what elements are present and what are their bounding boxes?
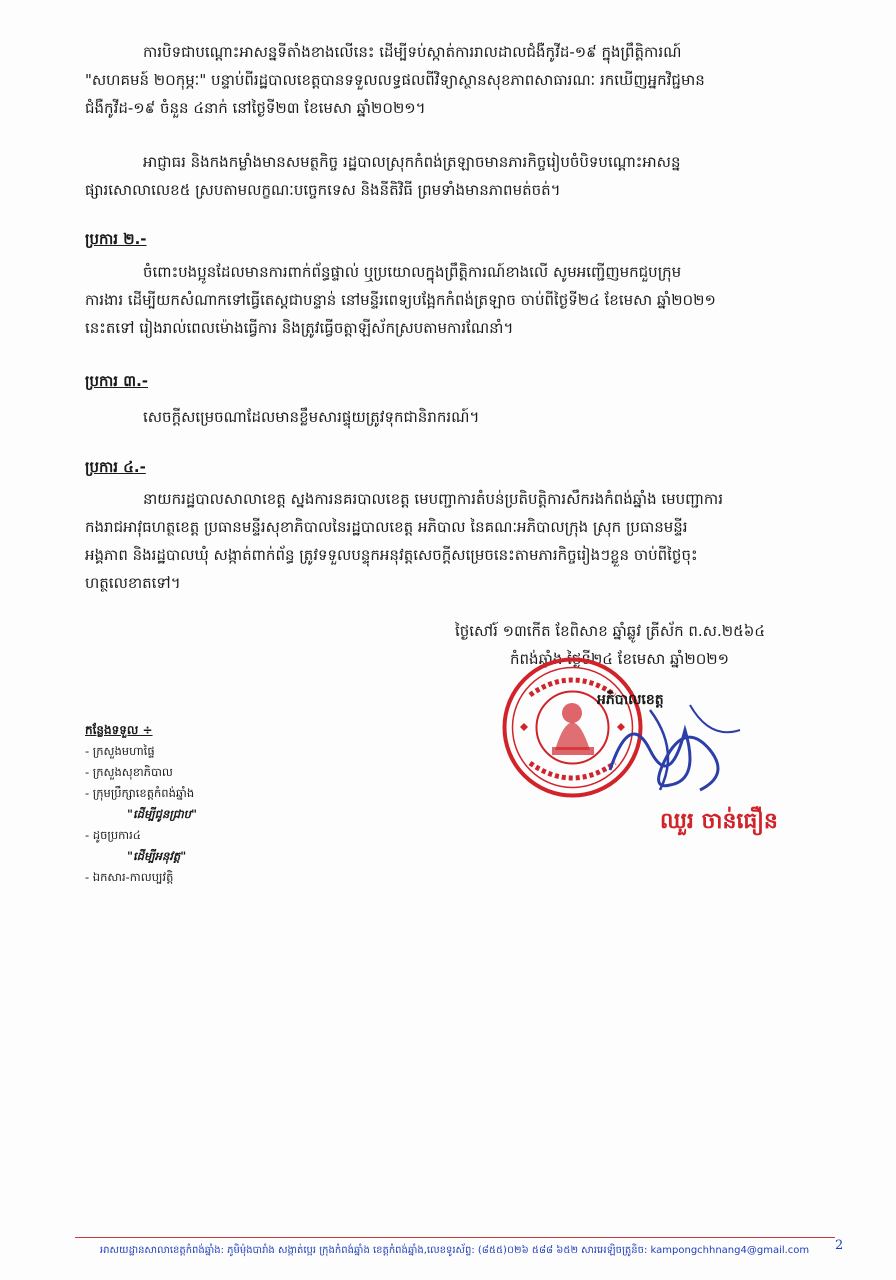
paragraph-5: [85, 485, 815, 597]
signer-name: ឈួរ ចាន់ធឿន: [660, 809, 778, 834]
recipient-item: - ក្រសួងសុខាភិបាល: [85, 765, 173, 779]
article-2-heading: ប្រការ ២.-: [85, 230, 147, 248]
paragraph-2: [85, 148, 815, 204]
signer-title: អភិបាលខេត្ត: [597, 692, 664, 708]
article-4-heading: ប្រការ ៤.-: [85, 458, 146, 476]
handwritten-signature-icon: [590, 690, 760, 800]
text-line: ចំពោះបងប្អូនដែលមានការពាក់ព័ន្ធផ្ទាល់ ឬប្រយោលក្នុងព្រឹត្តិការណ៍ខាងលើ សូមអញ្ជើញមកជួបក្រុម: [143, 263, 682, 281]
text-line: នេះតទៅ រៀងរាល់ពេលម៉ោងធ្វើការ និងត្រូវធ្វើចត្តាឡីស័កស្របតាមការណែនាំ។: [85, 319, 514, 337]
paragraph-1: [85, 38, 815, 122]
text-line: អង្គភាព និងរដ្ឋបាលឃុំ សង្កាត់ពាក់ព័ន្ធ ត្រូវទទួលបន្ទុកអនុវត្តសេចក្តីសម្រេចនេះតាមភារកិច្ចរៀងៗខ្លួន ចាប់ពីថ្ងៃចុះ: [85, 546, 698, 564]
recipient-item: - ឯកសារ-កាលប្បវត្តិ: [85, 870, 174, 884]
page-number: 2: [835, 1238, 844, 1253]
solar-date: កំពង់ឆ្នាំង ថ្ងៃទី២៤ ខែមេសា ឆ្នាំ២០២១: [510, 650, 730, 668]
recipient-note: "ដើម្បីអនុវត្ត": [127, 849, 187, 863]
text-line: សេចក្តីសម្រេចណាដែលមានខ្លឹមសារផ្ទុយត្រូវទុកជានិរាករណ៍។: [143, 408, 480, 426]
text-line: កងរាជអាវុធហត្ថខេត្ត ប្រធានមន្ទីរសុខាភិបាលនៃរដ្ឋបាលខេត្ត អភិបាល នៃគណៈអភិបាលក្រុង ស្រុក ប្រធានមន្ទីរ: [85, 518, 688, 536]
text-line: ជំងឺកូវីដ-១៩ ចំនួន ៤នាក់ នៅថ្ងៃទី២៣ ខែមេសា ឆ្នាំ២០២១។: [85, 99, 426, 117]
text-line: ហត្ថលេខាតទៅ។: [85, 574, 181, 592]
footer-address: អាសយដ្ឋានសាលាខេត្តកំពង់ឆ្នាំង: ភូមិម៉ុងបារាំង សង្កាត់ប្អេរ ក្រុងកំពង់ឆ្នាំង ខេត្តកំពង់ឆ្នាំង,លេខទូរស័ព្ទ: (៨៥៥)០២៦ ៥៨៨ ៦៥២ សារអេឡិចត្រូនិច: kampongchhnang4@gmail.com: [100, 1245, 810, 1256]
text-line: នាយករដ្ឋបាលសាលាខេត្ត ស្នងការនគរបាលខេត្ត មេបញ្ជាការតំបន់ប្រតិបត្តិការសឹករងកំពង់ឆ្នាំង មេបញ្ជាការ: [143, 490, 723, 508]
recipients-list: [85, 720, 197, 888]
recipient-item: - ដូចប្រការ៤: [85, 828, 141, 842]
text-line: "សហគមន៍ ២០កុម្ភៈ" បន្ទាប់ពីរដ្ឋបាលខេត្តបានទទួលលទ្ធផលពីវិទ្យាស្ថានសុខភាពសាធារណៈ រកឃើញអ្នកវិជ្ជមាន: [85, 71, 705, 89]
recipient-note: "ដើម្បីជូនជ្រាប": [127, 807, 197, 821]
text-line: ការបិទជាបណ្តោះអាសន្នទីតាំងខាងលើនេះ ដើម្បីទប់ស្កាត់ការរាលដាលជំងឺកូវីដ-១៩ ក្នុងព្រឹត្តិការណ៍: [143, 43, 682, 61]
paragraph-3: [85, 258, 815, 342]
text-line: អាជ្ញាធរ និងកងកម្លាំងមានសមត្ថកិច្ច រដ្ឋបាលស្រុកកំពង់ត្រឡាចមានភារកិច្ចរៀបចំបិទបណ្តោះអាសន្ន: [143, 153, 681, 171]
footer-rule: [75, 1237, 835, 1238]
lunar-date: ថ្ងៃសៅរ៍ ១៣កើត ខែពិសាខ ឆ្នាំឆ្លូវ ត្រីស័ក ព.ស.២៥៦៤: [455, 622, 765, 640]
recipient-item: - ក្រុមប្រឹក្សាខេត្តកំពង់ឆ្នាំង: [85, 786, 195, 800]
article-3-heading: ប្រការ ៣.-: [85, 372, 148, 390]
recipient-item: - ក្រសួងមហាផ្ទៃ: [85, 744, 155, 758]
paragraph-4: [85, 403, 815, 431]
recipients-heading: កន្លែងទទួល ÷: [85, 723, 153, 737]
text-line: ផ្សារសោលាលេខ៥ ស្របតាមលក្ខណៈបច្ចេកទេស និងនីតិវិធី ព្រមទាំងមានភាពមត់ចត់។: [85, 181, 561, 199]
text-line: ការងារ ដើម្បីយកសំណាកទៅធ្វើតេស្តជាបន្ទាន់ នៅមន្ទីរពេទ្យបង្អែកកំពង់ត្រឡាច ចាប់ពីថ្ងៃទី២៤ ខែមេសា ឆ្នាំ២០២១: [85, 291, 716, 309]
